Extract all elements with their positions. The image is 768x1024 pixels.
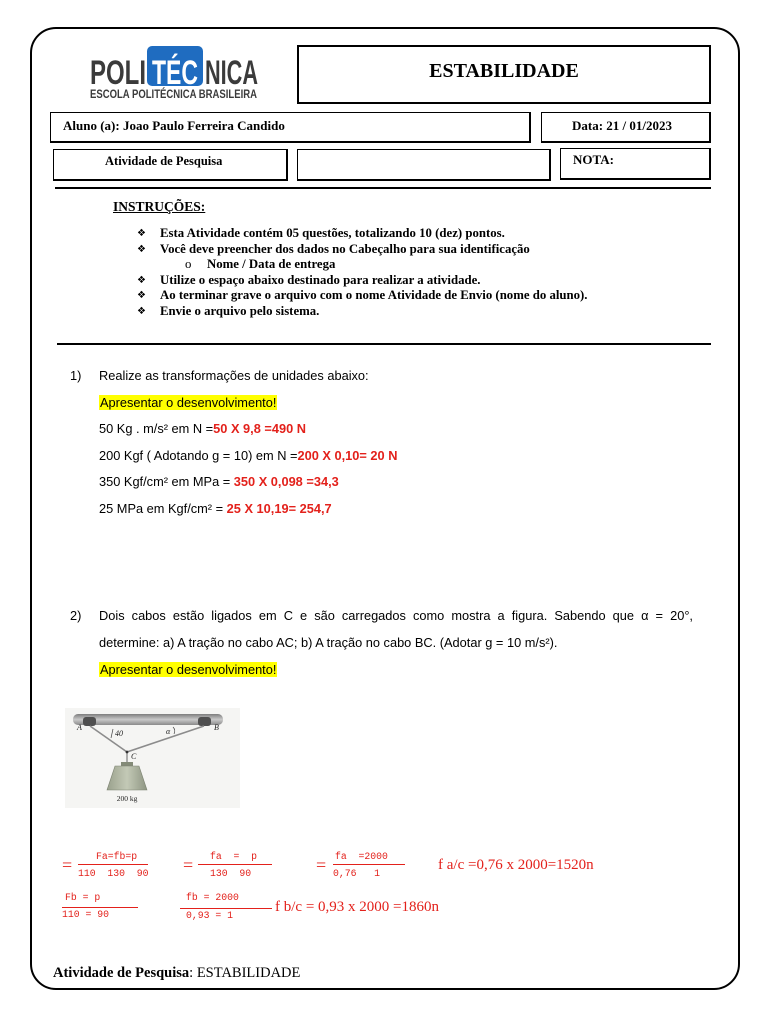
instruction-text: Você deve preencher dos dados no Cabeçalho para sua identificação — [160, 241, 530, 256]
date-box — [541, 112, 711, 143]
equals-sign: = — [316, 855, 327, 875]
bullet-icon: ❖ — [137, 274, 146, 286]
question-2-prompt-line-1: Dois cabos estão ligados em C e são carregados como mostra a figura. Sabendo que α = 20°, — [99, 608, 693, 623]
conversion-answer: 25 X 10,19= 254,7 — [226, 501, 332, 516]
conversion-given: 350 Kgf/cm² em MPa = — [99, 474, 234, 489]
fraction-denominator: 110 = 90 — [62, 909, 110, 920]
fraction-bar — [62, 907, 138, 908]
support-a — [83, 717, 96, 726]
fraction-bar — [333, 864, 405, 865]
joint-c — [126, 751, 129, 754]
question-1-number: 1) — [70, 368, 82, 383]
footer-label: Atividade de Pesquisa — [53, 965, 190, 981]
logo-text-highlight: TÉC — [152, 54, 198, 92]
instructions-divider — [57, 343, 711, 345]
conversion-given: 200 Kgf ( Adotando g = 10) em N = — [99, 448, 298, 463]
blank-field-box — [297, 149, 551, 181]
school-logo — [80, 40, 292, 104]
course-title: ESTABILIDADE — [429, 60, 579, 82]
list-item — [137, 304, 717, 320]
instructions-title: INSTRUÇÕES: — [113, 199, 206, 214]
conversion-row — [99, 474, 339, 490]
conversion-answer: 200 X 0,10= 20 N — [297, 448, 398, 463]
date-value: Data: 21 / 01/2023 — [572, 117, 673, 133]
label-angle-bc: α — [166, 727, 171, 736]
label-angle-ac: 40 — [115, 729, 123, 738]
label-mass: 200 kg — [116, 794, 138, 803]
student-name: Aluno (a): Joao Paulo Ferreira Candido — [63, 117, 285, 133]
question-2-number: 2) — [70, 608, 82, 623]
conversion-row — [99, 448, 397, 464]
fraction-bar — [180, 908, 272, 909]
instruction-sub-text: Nome / Data de entrega — [207, 257, 336, 272]
instructions-list — [137, 226, 717, 320]
footer-text: : ESTABILIDADE — [189, 965, 301, 981]
activity-box — [53, 149, 288, 181]
fraction-numerator: fb = 2000 — [186, 892, 239, 903]
conversion-row — [99, 421, 306, 437]
list-item — [137, 273, 717, 289]
bullet-icon: ❖ — [137, 228, 146, 239]
course-title-box — [297, 45, 711, 104]
bullet-icon: ❖ — [137, 243, 146, 255]
support-b — [198, 717, 211, 726]
conversion-given: 50 Kg . m/s² em N = — [99, 421, 214, 436]
grade-label: NOTA: — [573, 151, 614, 167]
list-item — [137, 226, 717, 242]
question-1-prompt: Realize as transformações de unidades abaixo: — [99, 368, 369, 383]
result-cable-bc: f b/c = 0,93 x 2000 =1860n — [275, 899, 439, 915]
label-point-a: A — [77, 723, 82, 732]
activity-type: Atividade de Pesquisa — [105, 153, 223, 168]
sub-bullet-icon: o — [185, 257, 192, 272]
cable-figure — [65, 708, 240, 808]
instruction-text: Ao terminar grave o arquivo com o nome Atividade de Envio (nome do aluno). — [160, 288, 588, 303]
fraction-denominator: 0,93 = 1 — [186, 910, 234, 921]
grade-box — [560, 148, 711, 180]
instruction-text: Esta Atividade contém 05 questões, totalizando 10 (dez) pontos. — [160, 226, 505, 240]
instruction-text: Envie o arquivo pelo sistema. — [160, 303, 320, 318]
question-2-prompt-line-2: determine: a) A tração no cabo AC; b) A tração no cabo BC. (Adotar g = 10 m/s²). — [99, 635, 558, 650]
conversion-row — [99, 501, 332, 517]
fraction-denominator: 110 130 90 — [78, 868, 149, 879]
header-divider — [55, 187, 711, 189]
logo-text-end: NICA — [205, 54, 258, 92]
bullet-icon: ❖ — [137, 290, 146, 302]
conversion-answer: 350 X 0,098 =34,3 — [233, 474, 339, 489]
fraction-numerator: Fa=fb=p — [96, 851, 138, 862]
page-footer — [53, 964, 300, 982]
equals-sign: = — [183, 855, 194, 875]
logo-subtitle: ESCOLA POLITÉCNICA BRASILEIRA — [90, 89, 292, 101]
conversion-answer: 50 X 9,8 =490 N — [213, 421, 307, 436]
conversion-given: 25 MPa em Kgf/cm² = — [99, 501, 227, 516]
weight-hook — [121, 762, 133, 766]
result-cable-ac: f a/c =0,76 x 2000=1520n — [438, 857, 594, 873]
fraction-bar — [198, 864, 272, 865]
fraction-bar — [78, 864, 148, 865]
label-point-b: B — [214, 723, 219, 732]
fraction-numerator: fa =2000 — [335, 851, 388, 862]
list-item — [137, 288, 717, 304]
list-item — [137, 242, 717, 258]
bullet-icon: ❖ — [137, 305, 146, 317]
fraction-numerator: Fb = p — [65, 892, 101, 903]
student-box — [50, 112, 531, 143]
question-2-note-row — [99, 662, 277, 678]
question-1-note-row — [99, 395, 277, 411]
fraction-denominator: 130 90 — [210, 868, 252, 879]
fraction-denominator: 0,76 1 — [333, 868, 381, 879]
fraction-numerator: fa = p — [210, 851, 258, 862]
question-1-note: Apresentar o desenvolvimento! — [100, 395, 277, 410]
question-2-note: Apresentar o desenvolvimento! — [100, 662, 277, 677]
equals-sign: = — [62, 855, 73, 875]
label-point-c: C — [131, 752, 137, 761]
logo-text-start: POLI — [90, 54, 146, 92]
list-sub-item — [137, 257, 717, 273]
instruction-text: Utilize o espaço abaixo destinado para realizar a atividade. — [160, 272, 481, 287]
